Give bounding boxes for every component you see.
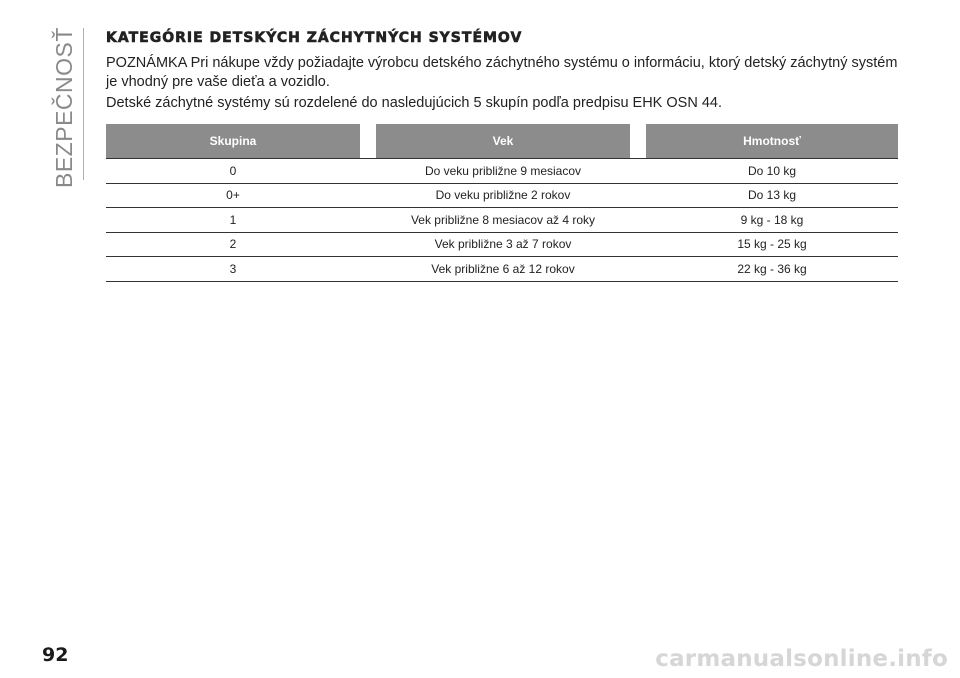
cell-age: Vek približne 6 až 12 rokov bbox=[431, 261, 575, 276]
table-row bbox=[106, 159, 898, 184]
cell-group: 0 bbox=[229, 163, 237, 178]
table-row bbox=[106, 233, 898, 258]
page-number: 92 bbox=[42, 644, 69, 666]
side-tab-label: BEZPEČNOSŤ bbox=[51, 27, 77, 188]
header-group: Skupina bbox=[106, 124, 360, 158]
cell-weight: 9 kg - 18 kg bbox=[740, 212, 804, 227]
header-weight: Hmotnosť bbox=[646, 124, 898, 158]
table-row bbox=[106, 208, 898, 233]
groups-table bbox=[106, 124, 898, 282]
cell-group: 2 bbox=[229, 237, 237, 252]
cell-group: 1 bbox=[229, 212, 237, 227]
intro-paragraph: Detské záchytné systémy sú rozdelené do nasledujúcich 5 skupín podľa predpisu EHK OSN 44. bbox=[106, 95, 722, 111]
side-divider bbox=[83, 28, 84, 180]
cell-age: Vek približne 8 mesiacov až 4 roky bbox=[410, 212, 596, 227]
cell-group: 0+ bbox=[226, 188, 240, 203]
section-title: KATEGÓRIE DETSKÝCH ZÁCHYTNÝCH SYSTÉMOV bbox=[106, 30, 523, 46]
watermark: carmanualsonline.info bbox=[655, 646, 948, 672]
cell-weight: Do 10 kg bbox=[747, 163, 797, 178]
cell-age: Do veku približne 9 mesiacov bbox=[424, 163, 582, 178]
cell-weight: Do 13 kg bbox=[747, 188, 797, 203]
header-age: Vek bbox=[376, 124, 630, 158]
cell-weight: 22 kg - 36 kg bbox=[737, 261, 807, 276]
cell-age: Vek približne 3 až 7 rokov bbox=[434, 237, 572, 252]
cell-age: Do veku približne 2 rokov bbox=[435, 188, 571, 203]
cell-group: 3 bbox=[229, 261, 237, 276]
table-row bbox=[106, 257, 898, 282]
side-tab bbox=[52, 28, 80, 188]
table-row bbox=[106, 184, 898, 209]
note-paragraph: POZNÁMKA Pri nákupe vždy požiadajte výrobcu detského záchytného systému o informáciu, ktorý detský záchytný systém je vhodný pre vaše dieťa a vozidlo. bbox=[106, 55, 898, 90]
cell-weight: 15 kg - 25 kg bbox=[737, 237, 807, 252]
table-header bbox=[106, 124, 898, 159]
